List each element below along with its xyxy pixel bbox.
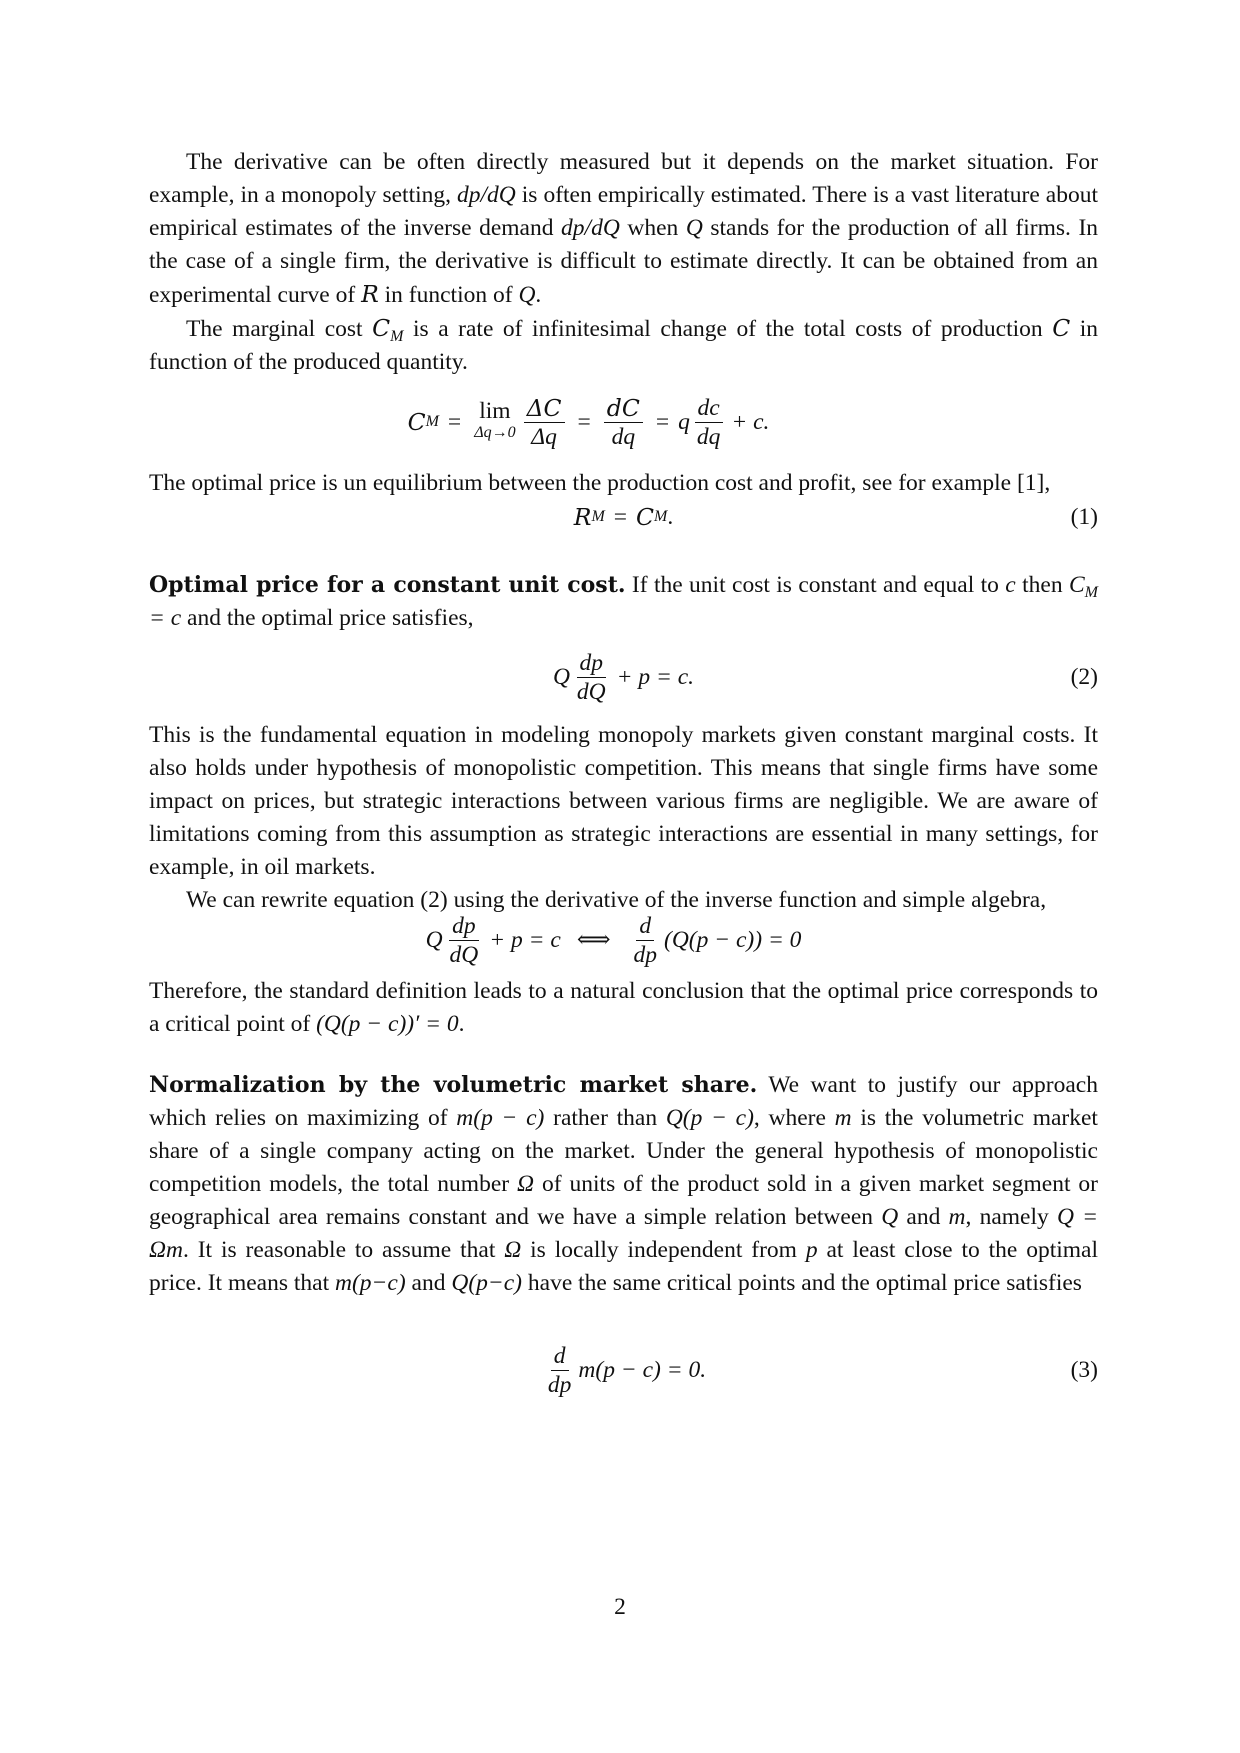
text: We can rewrite equation (2) using the derivative of the inverse function and simple algebra, — [186, 887, 1047, 913]
math: Q — [685, 215, 703, 241]
text: and — [898, 1204, 949, 1230]
math: (Q(p − c))′ = 0 — [316, 1011, 459, 1037]
equation-number: (1) — [1070, 503, 1098, 530]
math: (Q(p − c)) = 0 — [664, 926, 802, 953]
text: If the unit cost is constant and equal to — [625, 572, 1006, 598]
fraction — [545, 1342, 575, 1399]
paragraph-therefore — [149, 975, 1098, 1041]
math-sub: M — [654, 508, 668, 525]
numerator: d — [636, 912, 654, 941]
text: , namely — [965, 1204, 1057, 1230]
math: C — [407, 407, 426, 436]
text: The derivative can be often directly measured but it depends on the market situation. For example, in a monopoly setting, — [149, 149, 1098, 208]
math: q — [678, 408, 690, 435]
math: Q(p − c) — [665, 1105, 754, 1131]
text: and — [405, 1270, 452, 1296]
math: = c — [149, 605, 182, 631]
text: is a rate of infinitesimal change of the total costs of production — [403, 316, 1053, 342]
text: The optimal price is un equilibrium between the production cost and profit, see for example [1], — [149, 470, 1051, 496]
math: lim — [479, 398, 511, 424]
math: R — [573, 502, 592, 531]
text: The marginal cost — [186, 316, 373, 342]
equation-number: (2) — [1070, 663, 1098, 690]
math-op: = — [613, 503, 628, 530]
math: R — [361, 280, 379, 308]
math-sub: M — [1084, 584, 1098, 601]
math: Q — [552, 663, 570, 690]
math: m — [834, 1105, 852, 1131]
text: have the same critical points and the optimal price satisfies — [522, 1270, 1082, 1296]
text: is often empirically estimated. There is a vast literature about empirical estimates of the inverse demand — [149, 182, 1099, 241]
denominator: dq — [611, 423, 636, 450]
text: when — [619, 215, 686, 241]
text: Therefore, the standard definition leads to a natural conclusion that the optimal price corresponds to a critical point of — [149, 978, 1098, 1037]
denominator: dp — [547, 1371, 572, 1398]
text: and the optimal price satisfies, — [181, 605, 474, 631]
denominator: Δq — [531, 423, 557, 450]
math-op: = — [447, 408, 462, 435]
text: is the volumetric market share of a single company acting on the market. Under the general hypothesis of monopolistic competition models, the total number — [149, 1105, 1098, 1197]
fraction — [604, 394, 643, 451]
paragraph-optimal-price — [149, 467, 1098, 500]
math-sub: Δq→0 — [474, 424, 516, 441]
math: Ω — [504, 1237, 522, 1263]
math-op: ⟺ — [576, 926, 611, 953]
numerator: dp — [577, 649, 607, 678]
fraction — [524, 394, 565, 451]
page-number: 2 — [614, 1594, 626, 1620]
text: of units of the product sold in a given market segment or geographical area remains constant and we have a simple relation between — [149, 1171, 1099, 1230]
math: c — [1005, 572, 1016, 598]
equation-2 — [149, 637, 1098, 717]
math: + c. — [731, 408, 770, 435]
numerator: ΔC — [524, 394, 565, 423]
math: dp/dQ — [561, 215, 620, 241]
math: C — [1068, 572, 1085, 598]
math: Q — [425, 926, 443, 953]
math: Q — [518, 282, 536, 308]
paragraph-normalization — [149, 1069, 1098, 1300]
math: C — [636, 502, 655, 531]
math: dp/dQ — [457, 182, 516, 208]
equation-marginal-cost: C M = lim Δq→0 $\frac{\Delta C}{\Delta q}$ = $\frac{dC}{dq}$ = q $\frac{dc}{dq}$ + c. — [407, 393, 770, 450]
text: . — [458, 1011, 465, 1037]
text: . — [535, 282, 542, 308]
text: at least close to the optimal price. It means that — [149, 1237, 1099, 1296]
text: We want to justify our approach which relies on maximizing of — [149, 1072, 1098, 1131]
math: m — [948, 1204, 966, 1230]
page-body — [149, 146, 1098, 1410]
limit — [474, 400, 515, 444]
math: + p = c. — [616, 663, 695, 690]
paragraph-marginal-cost — [149, 312, 1098, 379]
paragraph-derivative — [149, 146, 1098, 312]
math: m(p − c) = 0. — [578, 1356, 707, 1383]
fraction — [631, 912, 661, 969]
numerator: dc — [695, 394, 723, 423]
text: in function of the produced quantity. — [149, 316, 1098, 375]
math-sub: M — [425, 413, 439, 430]
denominator: dQ — [576, 678, 606, 705]
text: in function of — [378, 282, 519, 308]
fraction — [447, 912, 482, 969]
section-heading: Optimal price for a constant unit cost. — [149, 572, 626, 598]
math: m(p − c) — [456, 1105, 545, 1131]
text: This is the fundamental equation in modeling monopoly markets given constant marginal costs. It also holds under hypothesis of monopolistic competition. This means that single firms have some impact on prices, but strategic interactions between various firms are negligible. We are aware of limitations coming from this assumption as strategic interactions are essential in many settings, for example, in oil markets. — [149, 722, 1098, 880]
numerator: d — [551, 1342, 569, 1371]
math: . — [667, 503, 674, 530]
fraction — [694, 394, 724, 451]
math: Q = Ωm — [149, 1204, 1098, 1263]
math-sub: M — [591, 508, 605, 525]
denominator: dq — [696, 423, 721, 450]
math: Q — [881, 1204, 899, 1230]
math: C — [1052, 314, 1071, 342]
equation-3 — [149, 1330, 1098, 1410]
numerator: dC — [604, 394, 643, 423]
text: , where — [753, 1105, 835, 1131]
section-heading: Normalization by the volumetric market share. — [149, 1072, 758, 1098]
paragraph-constant-unit-cost — [149, 569, 1098, 635]
equation-iff — [129, 907, 1098, 973]
text: is locally independent from — [521, 1237, 806, 1263]
text: rather than — [544, 1105, 666, 1131]
math: Q(p−c) — [451, 1270, 523, 1296]
math: m(p−c) — [334, 1270, 406, 1296]
text: then — [1015, 572, 1069, 598]
math: Ω — [517, 1171, 535, 1197]
equation-number: (3) — [1070, 1356, 1098, 1383]
paragraph-fundamental — [149, 719, 1098, 884]
text: stands for the production of all firms. In the case of a single firm, the derivative is difficult to estimate directly. It can be obtained from an experimental curve of — [149, 215, 1099, 308]
math: C — [372, 314, 391, 342]
fraction — [574, 649, 609, 706]
math: + p = c — [489, 926, 561, 953]
numerator: dp — [449, 912, 479, 941]
denominator: dQ — [449, 941, 479, 968]
equation-1 — [149, 500, 1098, 534]
math: p — [805, 1237, 818, 1263]
text: . It is reasonable to assume that — [182, 1237, 505, 1263]
math-sub: M — [390, 328, 404, 345]
denominator: dp — [633, 941, 658, 968]
